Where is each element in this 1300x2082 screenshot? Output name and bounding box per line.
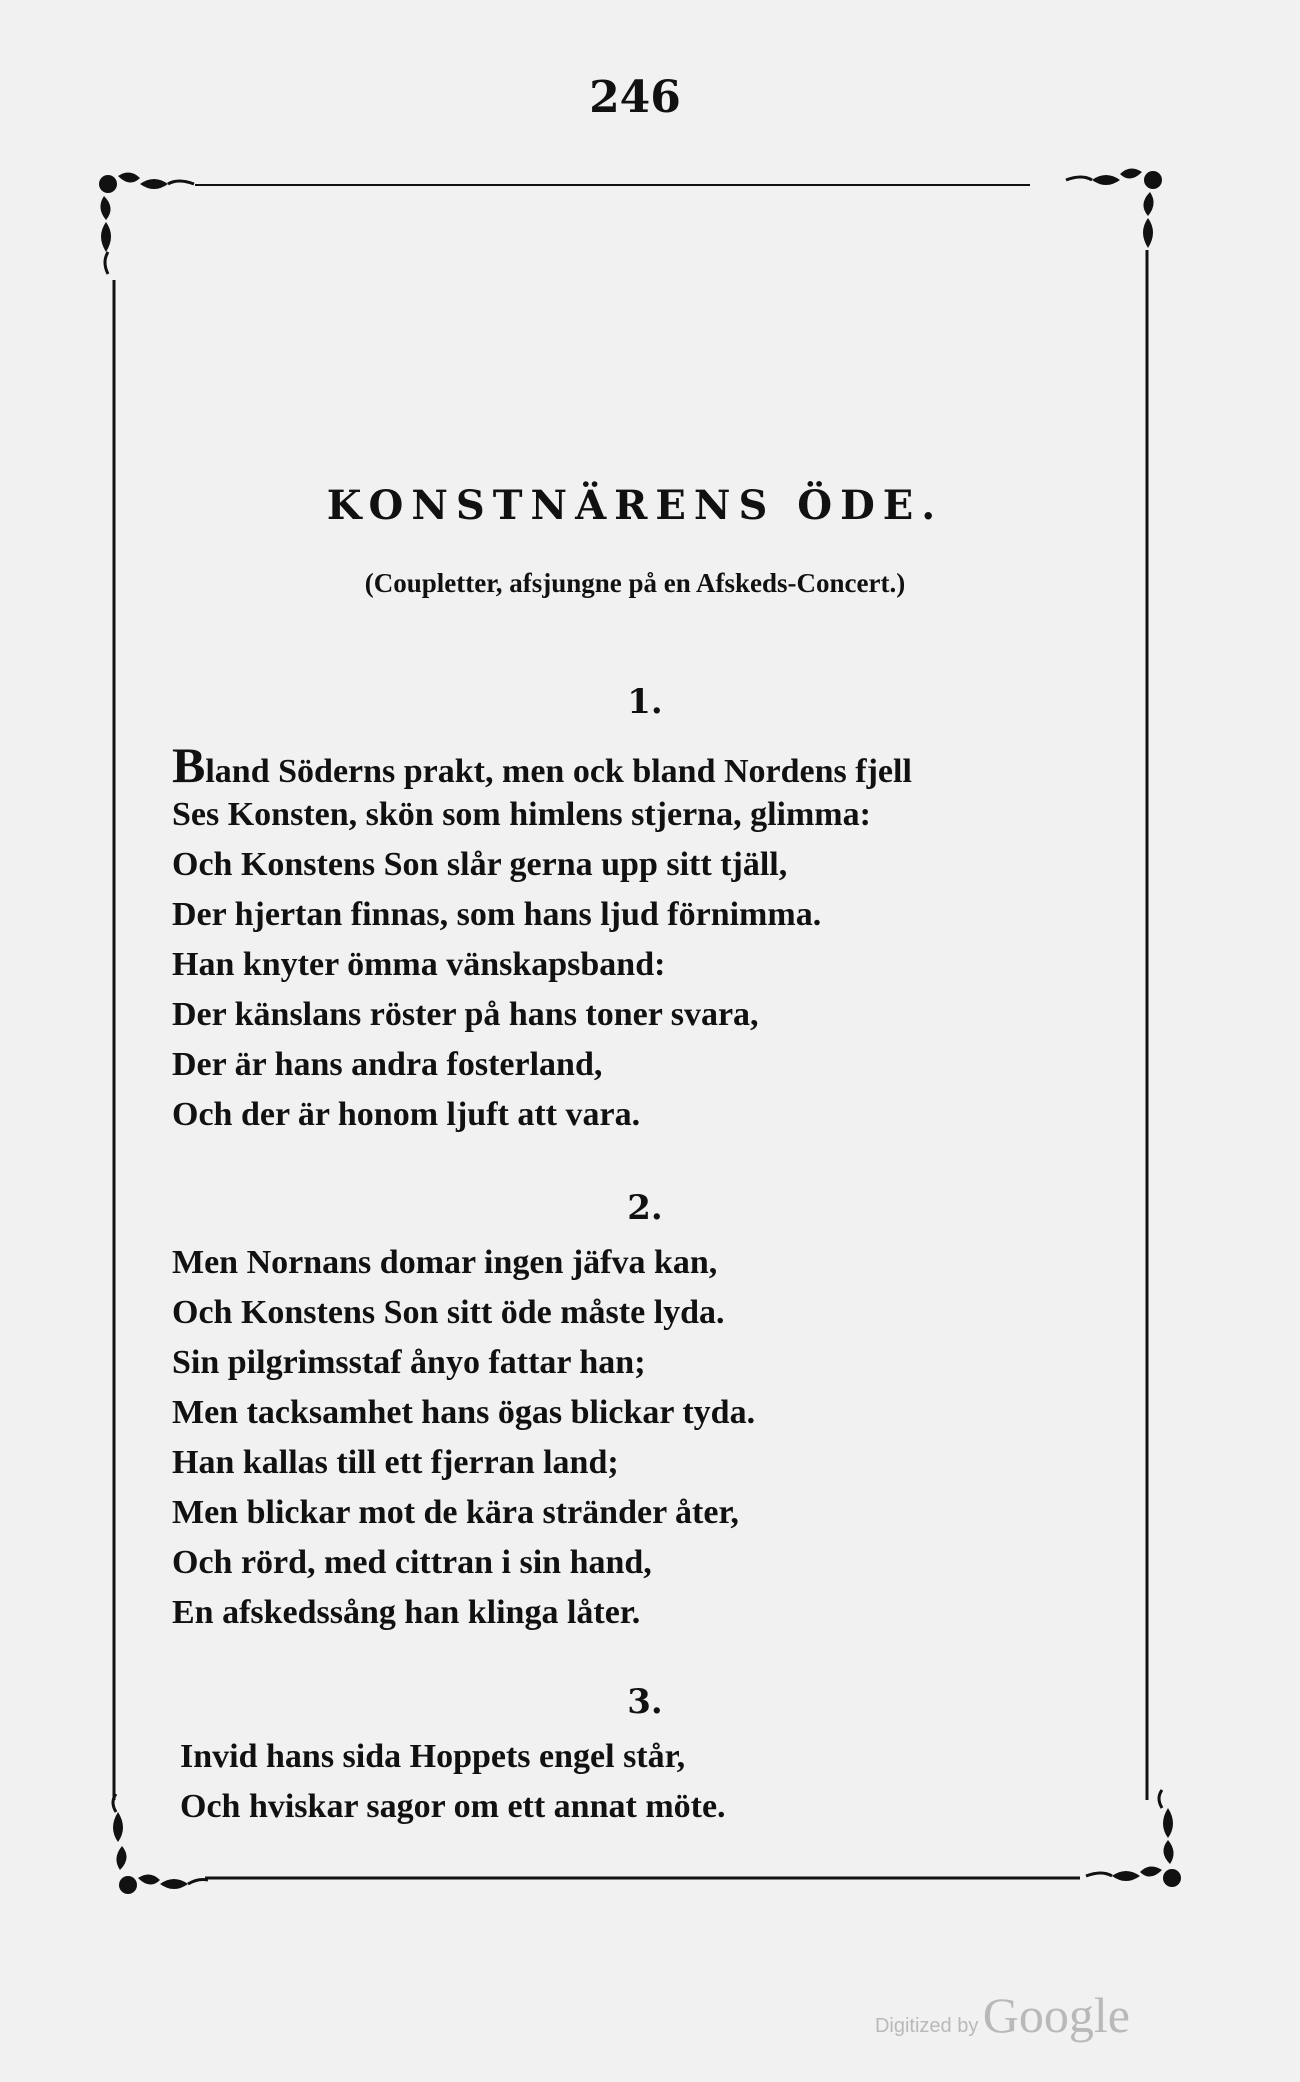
verse-line: Och Konstens Son slår gerna upp sitt tjäll, bbox=[172, 846, 788, 883]
verse-line: En afskedssång han klinga låter. bbox=[172, 1594, 641, 1631]
verse-line: Bland Söderns prakt, men ock bland Nordens fjell bbox=[172, 737, 912, 793]
verse-line: Der hjertan finnas, som hans ljud förnimma. bbox=[172, 896, 822, 933]
verse-line: Och der är honom ljuft att vara. bbox=[172, 1096, 641, 1133]
stanza-number: 1. bbox=[627, 682, 663, 722]
verse-line: Sin pilgrimsstaf ånyo fattar han; bbox=[172, 1344, 646, 1381]
verse-line: Och Konstens Son sitt öde måste lyda. bbox=[172, 1294, 725, 1331]
verse-line: Han knyter ömma vänskapsband: bbox=[172, 946, 666, 983]
poem-title: KONSTNÄRENS ÖDE. bbox=[326, 482, 944, 529]
verse-line: Och hviskar sagor om ett annat möte. bbox=[180, 1788, 726, 1825]
digitized-watermark bbox=[875, 1986, 1130, 2044]
verse-line: Invid hans sida Hoppets engel står, bbox=[180, 1738, 686, 1775]
watermark-brand: Google bbox=[982, 1987, 1130, 2043]
verse-line: Ses Konsten, skön som himlens stjerna, glimma: bbox=[172, 796, 871, 833]
page-number: 246 bbox=[589, 72, 681, 123]
verse-line: Och rörd, med cittran i sin hand, bbox=[172, 1544, 652, 1581]
poem-subtitle: (Coupletter, afsjungne på en Afskeds-Concert.) bbox=[364, 568, 906, 598]
stanza-number: 2. bbox=[627, 1188, 663, 1228]
stanza bbox=[172, 1238, 1072, 1638]
verse-line: Der är hans andra fosterland, bbox=[172, 1046, 603, 1083]
stanza bbox=[180, 1732, 1080, 1832]
verse-line: Men blickar mot de kära stränder åter, bbox=[172, 1494, 739, 1531]
watermark-prefix: Digitized by bbox=[874, 2015, 979, 2037]
verse-line: Der känslans röster på hans toner svara, bbox=[172, 996, 759, 1033]
verse-line: Men tacksamhet hans ögas blickar tyda. bbox=[172, 1394, 756, 1431]
stanza-number: 3. bbox=[627, 1682, 663, 1722]
stanza bbox=[172, 737, 1072, 1140]
verse-line: Han kallas till ett fjerran land; bbox=[172, 1444, 619, 1481]
verse-line: Men Nornans domar ingen jäfva kan, bbox=[172, 1244, 718, 1281]
